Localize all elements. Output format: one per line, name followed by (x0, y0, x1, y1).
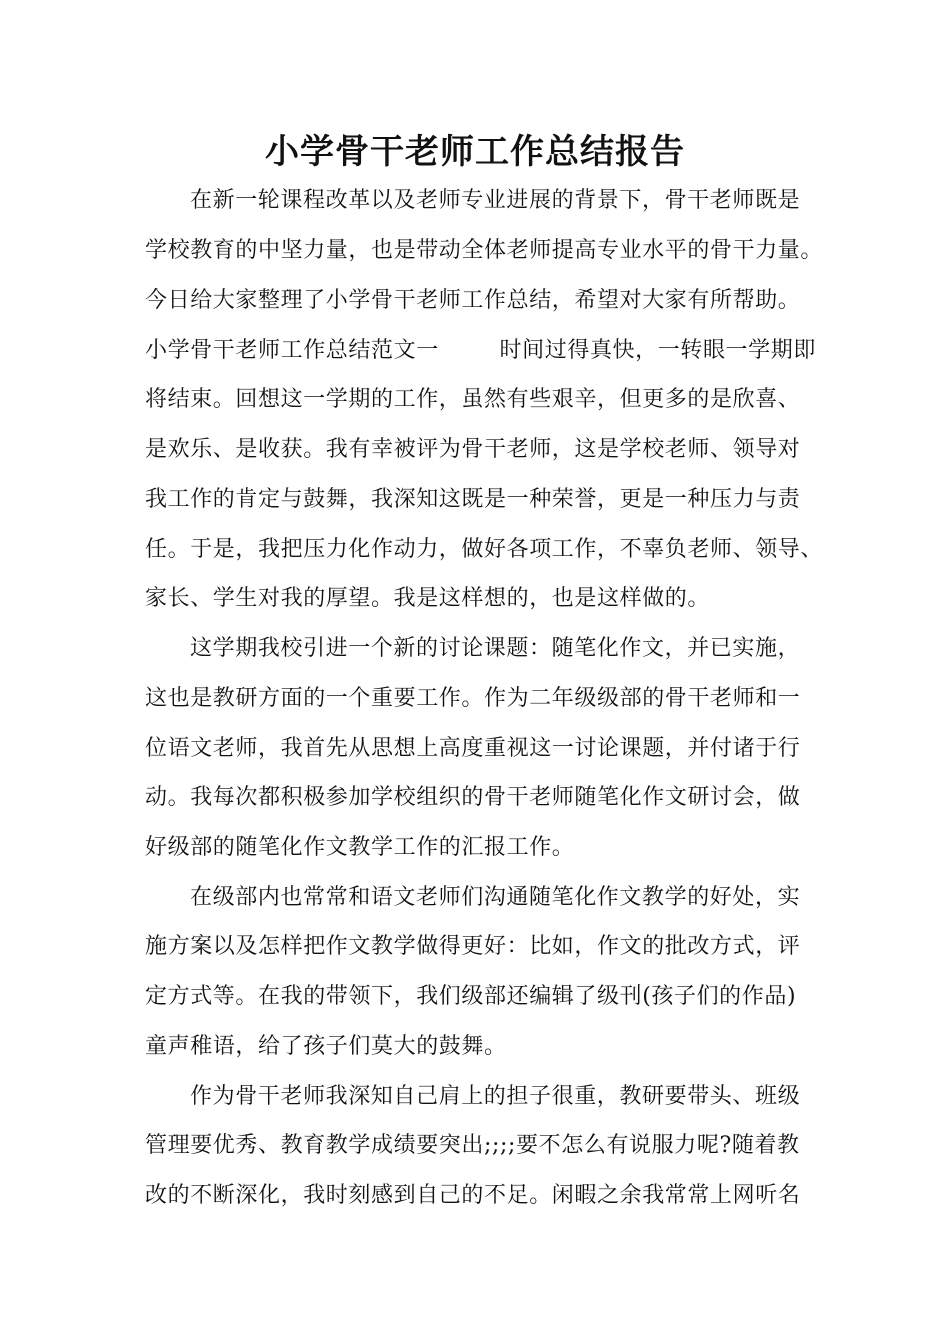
paragraph-line: 任。于是，我把压力化作动力，做好各项工作，不辜负老师、领导、 (145, 537, 824, 562)
paragraph-line: 学校教育的中坚力量，也是带动全体老师提高专业水平的骨干力量。 (145, 238, 824, 263)
paragraph-line: 在新一轮课程改革以及老师专业进展的背景下，骨干老师既是 (190, 188, 801, 213)
paragraph-line: 改的不断深化，我时刻感到自己的不足。闲暇之余我常常上网听名 (145, 1183, 801, 1208)
paragraph-line: 定方式等。在我的带领下，我们级部还编辑了级刊(孩子们的作品) (145, 984, 797, 1009)
paragraph-line: 这也是教研方面的一个重要工作。作为二年级级部的骨干老师和一 (145, 686, 801, 711)
paragraph-line: 在级部内也常常和语文老师们沟通随笔化作文教学的好处，实 (190, 885, 801, 910)
paragraph-line: 这学期我校引进一个新的讨论课题：随笔化作文，并已实施， (190, 636, 801, 661)
paragraph-line: 作为骨干老师我深知自己肩上的担子很重，教研要带头、班级 (190, 1084, 801, 1109)
paragraph-line: 是欢乐、是收获。我有幸被评为骨干老师，这是学校老师、领导对 (145, 437, 801, 462)
paragraph-line: 好级部的随笔化作文教学工作的汇报工作。 (145, 835, 575, 860)
paragraph-line: 今日给大家整理了小学骨干老师工作总结，希望对大家有所帮助。 (145, 288, 801, 313)
paragraph-line: 小学骨干老师工作总结范文一 时间过得真快，一转眼一学期即 (145, 338, 816, 363)
paragraph-line: 家长、学生对我的厚望。我是这样想的，也是这样做的。 (145, 586, 711, 611)
document-title: 小学骨干老师工作总结报告 (265, 132, 685, 172)
paragraph-line: 管理要优秀、教育教学成绩要突出;;;;要不怎么有说服力呢?随着教 (145, 1133, 800, 1158)
paragraph-line: 我工作的肯定与鼓舞，我深知这既是一种荣誉，更是一种压力与责 (145, 487, 801, 512)
paragraph-line: 动。我每次都积极参加学校组织的骨干老师随笔化作文研讨会，做 (145, 785, 801, 810)
paragraph-line: 施方案以及怎样把作文教学做得更好：比如，作文的批改方式，评 (145, 934, 801, 959)
paragraph-line: 位语文老师，我首先从思想上高度重视这一讨论课题，并付诸于行 (145, 736, 801, 761)
paragraph-line: 童声稚语，给了孩子们莫大的鼓舞。 (145, 1034, 507, 1059)
paragraph-line: 将结束。回想这一学期的工作，虽然有些艰辛，但更多的是欣喜、 (145, 387, 801, 412)
